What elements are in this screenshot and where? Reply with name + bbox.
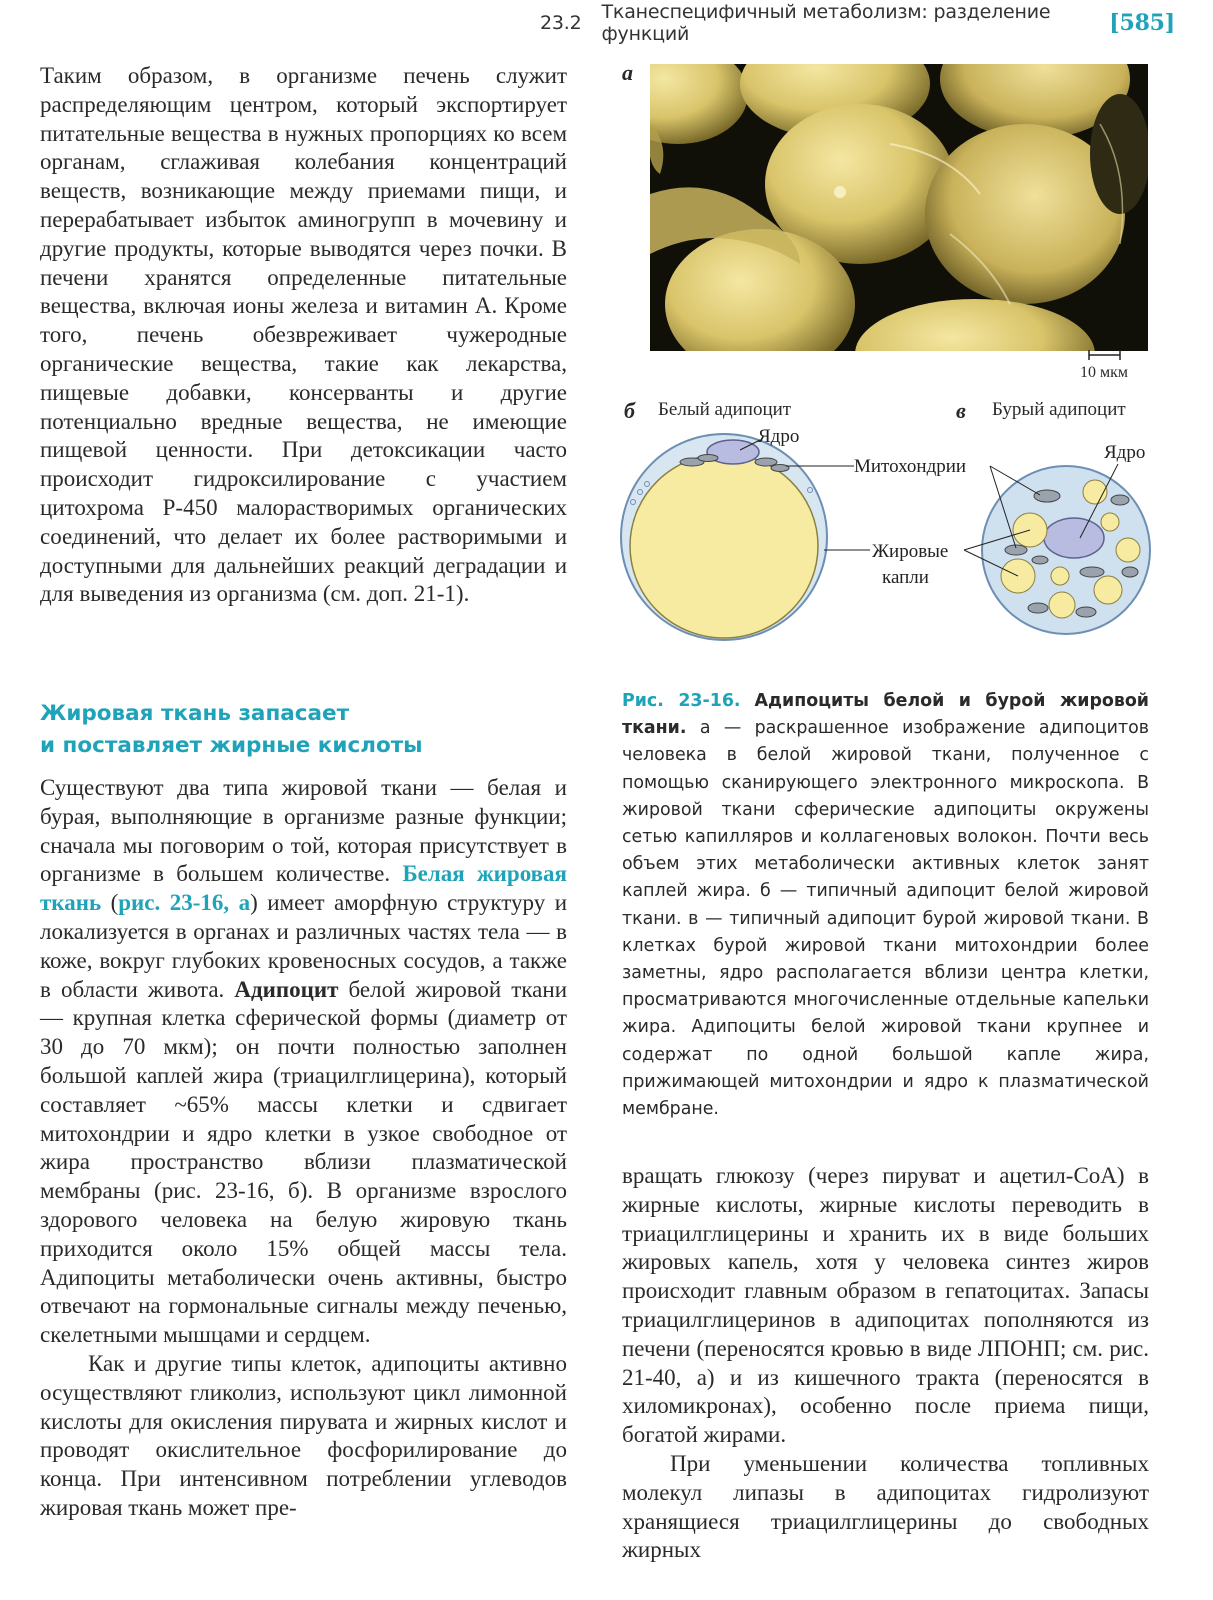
label-nucleus-brown: Ядро [1104, 442, 1146, 463]
scale-bar-label: 10 мкм [1080, 364, 1129, 381]
sem-micrograph-image [650, 64, 1148, 351]
text-run: Существуют два типа жировой ткани — белая и бурая, выполняющие в организме разные функции; сначала мы поговорим о той, которая присутствует в организме в большем количестве. [40, 775, 567, 887]
panel-a-label: а [622, 60, 633, 85]
text-run: белой жировой ткани — крупная клетка сферической формы (диаметр от 30 до 70 мкм); он почти полностью заполнен большой каплей жира (триацилглицерина), который составляет ~65% массы клетки и сдвигает митохондрии и ядро клетки в узкое свободное от жира пространство вблизи плазматической мембраны (рис. 23-16, б). В организме взрослого здорового человека на белую жировую ткань приходится около 15% общей массы тела. Адипоциты метаболически очень активны, быстро отвечают на гормональные сигналы между печенью, скелетными мышцами и сердцем. [40, 976, 568, 1348]
section-title: Тканеспецифичный метаболизм: разделение функций [601, 1, 1051, 45]
panel-b-label: б [624, 398, 635, 423]
section-heading-line2: и поставляет жирные кислоты [40, 733, 423, 758]
left-column-bottom [40, 774, 567, 1523]
label-fat-line1: Жировые [872, 541, 949, 562]
paragraph-adipose-types [40, 774, 567, 1350]
scale-bar-icon [1088, 348, 1122, 362]
text-run: ) имеет аморфную структуру и локализуется в органах и различных частях тела — в коже, вокруг глубоких кровеносных сосудов, а также в области живота. [40, 890, 568, 1002]
text-run: ( [101, 890, 119, 916]
caption-title: Адипоциты белой и бурой жировой ткани. [622, 691, 1149, 739]
label-nucleus-white: Ядро [758, 426, 800, 447]
section-heading [40, 698, 580, 762]
caption-text: а — раскрашенное изображение адипоцитов человека в белой жировой ткани, полученное с помощью сканирующего электронного микроскопа. В жировой ткани сферические адипоциты окружены сетью капилляров и коллагеновых волокон. Почти весь объем этих метаболически активных клеток занят каплей жира. б — типичный адипоцит белой жировой ткани. в — типичный адипоцит бурой жировой ткани. В клетках бурой жировой ткани митохондрии более заметны, ядро располагается вблизи центра клетки, просматриваются многочисленные отдельные капельки жира. Адипоциты белой жировой ткани крупнее и содержат по одной большой капле жира, прижимающей митохондрии и ядро к плазматической мембране. [622, 718, 1149, 1120]
paragraph-glycolysis: Как и другие типы клеток, адипоциты активно осуществляют гликолиз, используют цикл лимонной кислоты для окисления пирувата и жирных кислот и проводят окислительное фосфорилирование до конца. При интенсивном потреблении углеводов жировая ткань может пре- [40, 1350, 567, 1520]
panel-b-title: Белый адипоцит [658, 399, 792, 420]
figure-ref-link[interactable]: рис. 23-16, а [118, 890, 251, 916]
running-header [540, 1, 1175, 45]
paragraph-glucose-conversion: вращать глюкозу (через пируват и ацетил-CoA) в жирные кислоты, жирные кислоты переводить в триацилглицерины и хранить их в виде больших жировых капель, хотя у человека синтез жиров происходит главным образом в гепатоцитах. Запасы триацилглицеринов в адипоцитах пополняются из печени (переносятся кровью в виде ЛПОНП; см. рис. 21-40, а) и из кишечного тракта (переносятся в хиломикронах), особенно после приема пищи, богатой жирами. [622, 1163, 1149, 1448]
figure-caption [622, 688, 1149, 1123]
term-white-adipose: Белая жировая ткань [40, 861, 568, 916]
section-heading-line1: Жировая ткань запасает [40, 701, 350, 726]
paragraph-liver: Таким образом, в организме печень служит распределяющим центром, который экспортирует питательные вещества в нужных пропорциях ко всем органам, сглаживая колебания концентраций веществ, возникающие между приемами пищи, и перерабатывает избыток аминогрупп в мочевину и другие продукты, которые выводятся через почки. В печени хранятся определенные питательные вещества, включая ионы железа и витамин А. Кроме того, печень обезвреживает чужеродные органические вещества, такие как лекарства, пищевые добавки, консерванты и другие потенциально вредные вещества, не имеющие пищевой ценности. При детоксикации часто происходит гидроксилирование с участием цитохрома Р-450 малорастворимых органических соединений, что делает их более растворимыми и доступными для дальнейших реакций деградации и для выведения из организма (см. доп. 21-1). [40, 63, 567, 607]
brown-adipocyte-diagram [982, 466, 1150, 634]
white-adipocyte-diagram [621, 434, 827, 640]
label-mitochondria: Митохондрии [854, 456, 967, 477]
caption-number: Рис. 23-16. [622, 691, 741, 711]
adipocyte-diagram [600, 400, 1160, 660]
page-number: [585] [1109, 10, 1175, 36]
panel-c-title: Бурый адипоцит [992, 399, 1126, 420]
label-fat-line2: капли [882, 567, 929, 588]
section-number: 23.2 [540, 12, 582, 34]
term-adipocyte: Адипоцит [234, 976, 339, 1002]
paragraph-lipases: При уменьшении количества топливных молекул липазы в адипоцитах гидролизуют хранящиеся триацилглицерины до свободных жирных [622, 1450, 1149, 1563]
left-column-top [40, 62, 567, 609]
right-column-bottom [622, 1162, 1149, 1565]
panel-c-label: в [956, 398, 966, 423]
